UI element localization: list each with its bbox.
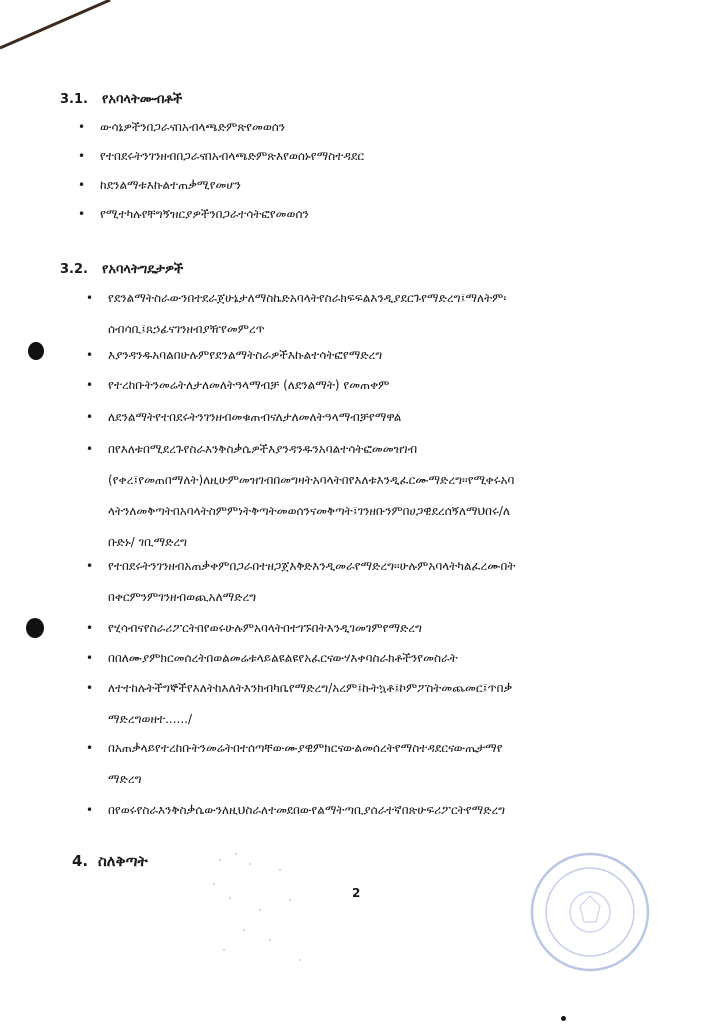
bullet-icon: • bbox=[86, 442, 94, 456]
list-item: • ውሳኔዎችንበጋራናበአብላጫድምጽየመወሰን bbox=[100, 112, 285, 143]
list-item: • የሂሳብናየስራሪፖርትበየወሩሁሉምአባላትበተገኙበትእንዲገመገምየማድረግ bbox=[108, 613, 422, 644]
bullet-icon: • bbox=[86, 291, 94, 305]
section-number: 4. bbox=[72, 852, 89, 870]
bullet-icon: • bbox=[86, 681, 94, 695]
list-item: • የተበደሩትንገንዘብአጠቃቀምበጋራበተዘጋጀእቅድእንዲመራየማድረግ፡፡ሁሉምአባላትካልፈረሙበት በቀርምንምገንዘብወጪአለማድረግ bbox=[108, 551, 515, 613]
bullet-icon: • bbox=[86, 621, 94, 635]
list-item: • እያንዳንዱአባልበሁሉምየደንልማትስራዎችእኩልተሳትፎየማድረግ bbox=[108, 340, 382, 371]
bullet-icon: • bbox=[78, 178, 86, 192]
list-item: • የተረከቡትንመሬትለታለመለትዓላማብቻ (ለደንልማት) የመጠቀም bbox=[108, 370, 389, 401]
list-item: • ለደንልማትየተበደሩትንገንዘብመቁጠብናለታለመለትዓላማብቻየማዋል bbox=[108, 402, 401, 433]
scan-speckle-mark bbox=[200, 840, 320, 980]
bullet-icon: • bbox=[86, 378, 94, 392]
bullet-icon: • bbox=[78, 120, 86, 134]
bullet-icon: • bbox=[86, 803, 94, 817]
scan-corner-mark bbox=[0, 0, 120, 50]
bullet-icon: • bbox=[78, 149, 86, 163]
section-title: የአባላትግዴታዎች bbox=[102, 262, 184, 277]
bullet-icon: • bbox=[86, 559, 94, 573]
official-stamp-icon bbox=[518, 846, 658, 976]
section-title: ስለቅጣት bbox=[98, 852, 148, 870]
section-number: 3.1. bbox=[60, 92, 88, 107]
list-item: • የደንልማትስራውንበተደራጀሁኔታለማስኬድአባላትየስራክፍፍልእንዲያደርጉየማድረግ፤ማለትም፡ ሰብሳቢ፤ጸኃፊናገንዘብያዥየመምረጥ bbox=[108, 283, 506, 345]
section-4-heading bbox=[72, 852, 148, 870]
section-3-1-heading bbox=[60, 92, 182, 107]
list-item: • በየእለቱበሚደረጉየስራእንቅስቃሴዎችእያንዳንዱንአባልተሳትፎመመዝገብ (የቀረ፤የመጠበማለት)ለዚሁምመዝገብበመግዛትአባላትበየእለቱእንዲፈርሙማድረግ፡፡የሚቀሩአባ ላትንለመቅጣትበአባላትስምምነትቅጣትመወሰንናመቅጣት፤ገንዘቡንምበሀጋዊደረሰኝለማህበሩ/ለ ቡድኑ/ ገቢማድረግ bbox=[108, 434, 514, 558]
bullet-icon: • bbox=[86, 410, 94, 424]
bullet-icon: • bbox=[86, 741, 94, 755]
list-item: • በየወሩየስራእንቅስቃሴውንለዚህስራለተመደበውየልማትጣቢያሰራተኛበጽሁፍሪፖርትየማድረግ bbox=[108, 795, 505, 826]
bullet-icon: • bbox=[78, 207, 86, 221]
bullet-icon: • bbox=[86, 348, 94, 362]
punch-hole-icon bbox=[28, 342, 44, 360]
punch-hole-icon bbox=[26, 618, 44, 638]
section-number: 3.2. bbox=[60, 262, 88, 277]
list-item: • የተበደሩትንገንዘብበጋራናበአብላጫድምጽእየወሰኑየማስተዳደር bbox=[100, 141, 364, 172]
page-number: 2 bbox=[352, 886, 361, 900]
list-item: • በአጠቃላይየተረከቡትንመሬትበተሰጣቸውሙያዊምክርናውልመሰረትየማስተዳደርናውጤታማየ ማድረግ bbox=[108, 733, 503, 795]
list-item: • በበለሙያምክርመሰረትበወልመሬቱላይልዩልዩየአፈርናውሃእቀባስራክቶችንየመስራት bbox=[108, 643, 458, 674]
list-item: • የሚተካሉየቸግኝዝርያዎችንበጋራተሳትፎየመወሰን bbox=[100, 199, 309, 230]
section-3-2-heading bbox=[60, 262, 183, 277]
scan-dot-mark bbox=[561, 1016, 566, 1021]
list-item: • ለተተከሉትችግኞችየእለትከእለትእንክብካቤየማድረግ/አረም፤ኩትኳቶ፤ኮምፖስትመጨመር፤ጥበቃ ማድረግወዘተ....../ bbox=[108, 673, 512, 735]
bullet-icon: • bbox=[86, 651, 94, 665]
section-title: የአባላትሙብቶች bbox=[102, 92, 183, 107]
list-item: • ከደንልማቱእኩልተጠቃሚየመሆን bbox=[100, 170, 241, 201]
